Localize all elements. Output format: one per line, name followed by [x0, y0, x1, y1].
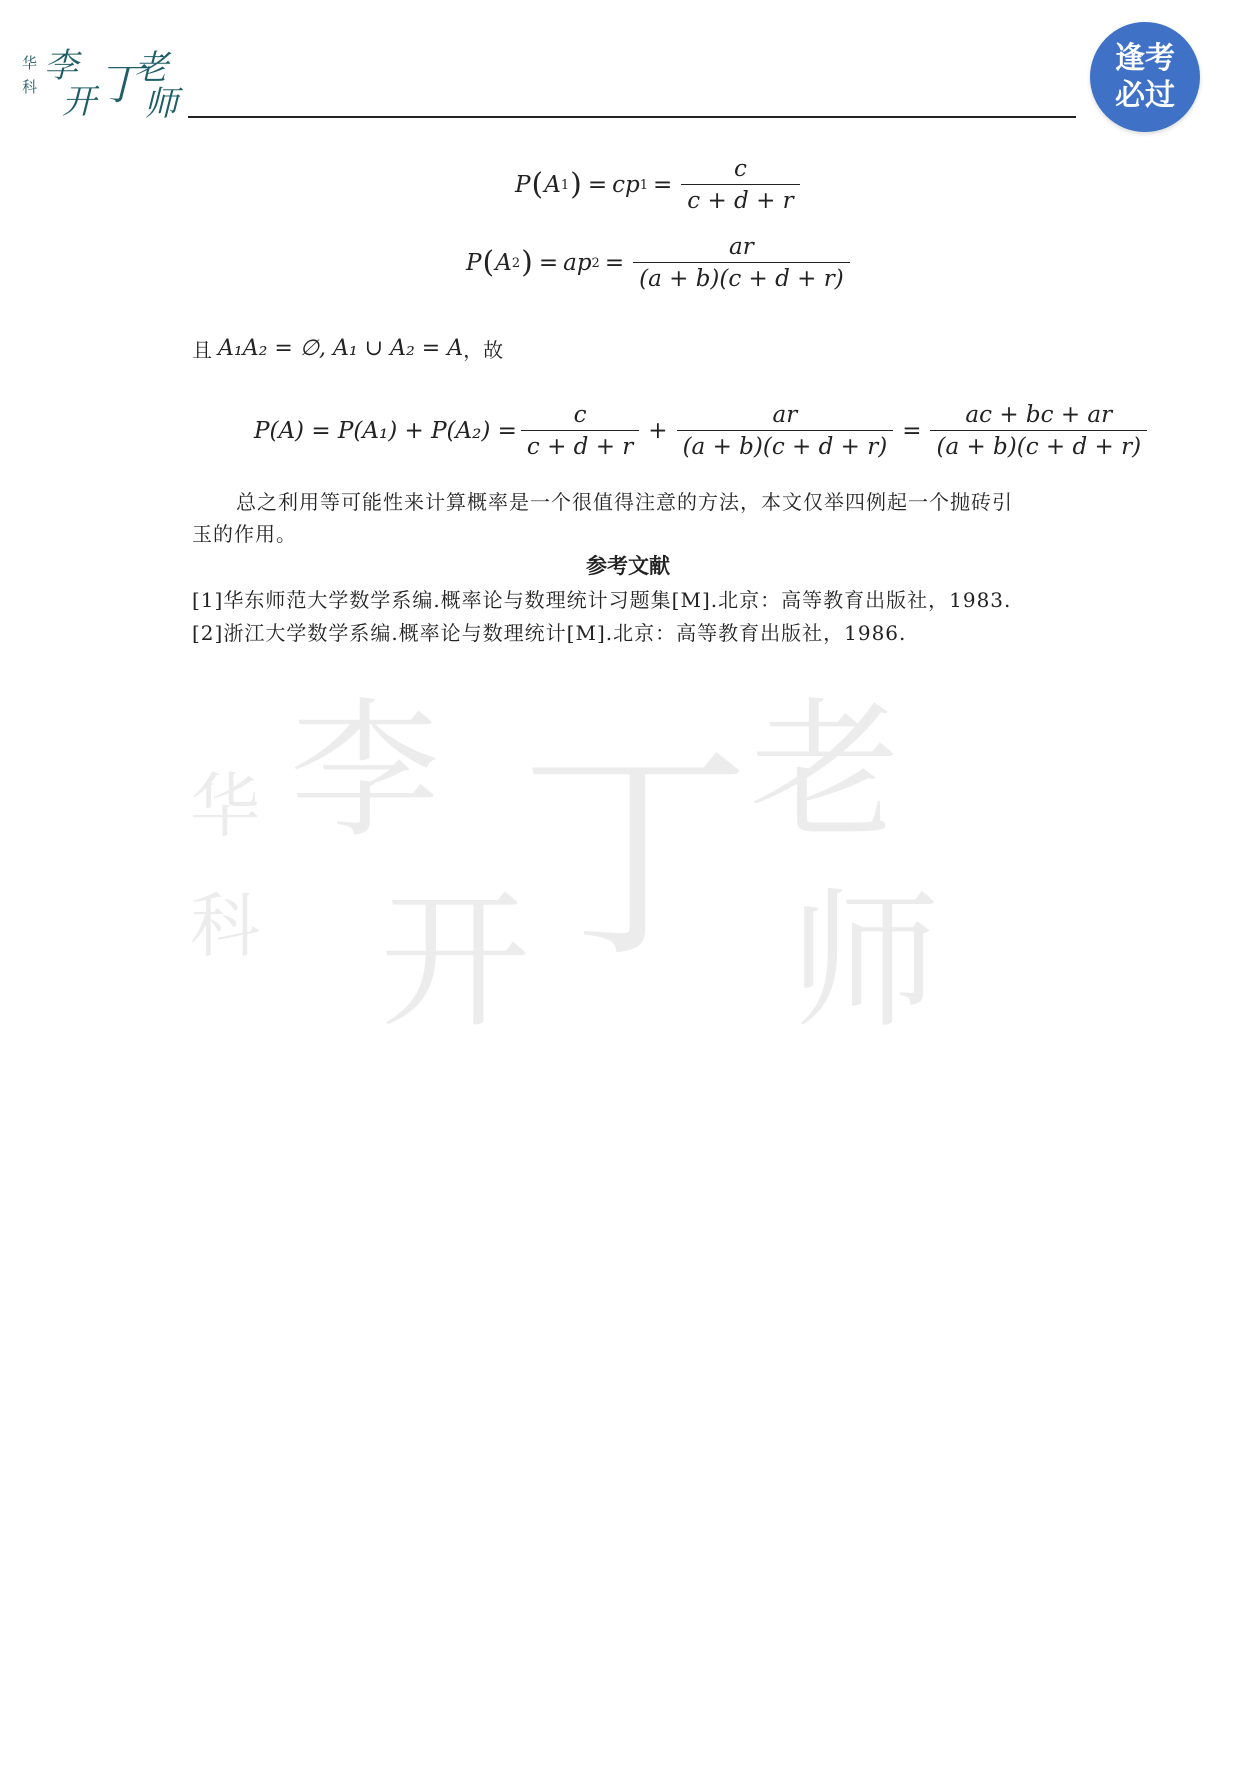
badge-line-1: 逢考: [1115, 40, 1175, 76]
formula-p-a2-mid: ap: [563, 250, 592, 276]
formula-total-f1-den: c + d + r: [521, 430, 639, 460]
formula-total-f2-den: (a + b)(c + d + r): [677, 430, 894, 460]
formula-total: P(A) = P(A₁) + P(A₂) = $\frac{c}{c + d + r}$ + $\frac{ar}{(a + b)(c + d + r)}$ = $\frac{ac + bc + ar}{(a + b)(c + d + r)}$: [254, 402, 1151, 460]
header-divider: [188, 116, 1076, 118]
formula-p-a2-mid-sub: 2: [591, 255, 600, 271]
badge-line-2: 必过: [1115, 78, 1175, 113]
formula-total-f3-num: ac + bc + ar: [965, 402, 1113, 428]
reference-item-1: [1]华东师范大学数学系编.概率论与数理统计习题集[M].北京：高等教育出版社，1983.: [192, 588, 1012, 612]
formula-total-fraction-3: [930, 402, 1147, 460]
formula-p-a2-num: ar: [729, 234, 754, 260]
formula-p-a1-den: c + d + r: [681, 184, 799, 214]
formula-total-f3-den: (a + b)(c + d + r): [930, 430, 1147, 460]
exam-badge: [1090, 22, 1200, 132]
watermark-side-bottom: 科: [190, 885, 260, 967]
reference-item-2: [2]浙江大学数学系编.概率论与数理统计[M].北京：高等教育出版社，1986.: [192, 621, 907, 645]
condition-suffix: ，故: [463, 338, 504, 362]
conclusion-line-2: 玉的作用。: [192, 522, 297, 546]
formula-total-f2-num: ar: [772, 402, 798, 428]
formula-total-lhs: P(A) = P(A₁) + P(A₂) =: [254, 418, 517, 444]
watermark-char-3: 丁: [520, 723, 751, 990]
formula-total-fraction-1: [521, 402, 639, 460]
watermark-side-top: 华: [190, 765, 260, 847]
formula-p-a1-sub: 1: [560, 177, 570, 193]
formula-total-fraction-2: [677, 402, 894, 460]
condition-line: [192, 334, 503, 363]
watermark: [190, 650, 1050, 1070]
logo-char-1: 李: [44, 46, 78, 86]
formula-p-a1-lhs: P: [515, 172, 531, 198]
formula-p-a2-arg: A: [495, 250, 512, 276]
references-heading: 参考文献: [586, 553, 670, 578]
watermark-char-1: 李: [290, 685, 441, 859]
formula-p-a2-den: (a + b)(c + d + r): [633, 262, 850, 292]
formula-p-a1-num: c: [734, 156, 747, 182]
formula-p-a2-lhs: P: [466, 250, 482, 276]
formula-total-f1-num: c: [573, 402, 587, 428]
logo-char-2: 开: [62, 82, 96, 122]
condition-math: A₁A₂ = ∅, A₁ ∪ A₂ = A: [218, 336, 464, 361]
formula-p-a2-sub: 2: [511, 255, 521, 271]
logo-char-4: 老: [134, 48, 168, 88]
formula-p-a2-fraction: [633, 234, 850, 292]
logo-char-5: 师: [144, 84, 178, 124]
brand-logo: [18, 38, 188, 124]
condition-prefix: 且: [192, 338, 212, 362]
formula-p-a2: P ( A 2 ) = ap 2 = $\frac{ar}{(a + b)(c + d + r)}$: [466, 234, 854, 292]
conclusion-line-1: 总之利用等可能性来计算概率是一个很值得注意的方法，本文仅举四例起一个抛砖引: [236, 490, 1013, 514]
formula-p-a1: P ( A 1 ) = cp 1 = $\frac{c}{c + d + r}$: [515, 156, 804, 214]
formula-p-a1-mid-sub: 1: [639, 177, 648, 193]
watermark-char-2: 开: [380, 875, 531, 1049]
logo-char-3: 丁: [98, 59, 142, 110]
formula-p-a1-mid: cp: [612, 172, 640, 198]
formula-p-a1-arg: A: [544, 172, 561, 198]
watermark-char-4: 老: [750, 685, 901, 859]
watermark-char-5: 师: [790, 875, 941, 1049]
formula-p-a1-fraction: [681, 156, 799, 214]
logo-side-top: 华: [22, 54, 38, 72]
logo-side-bottom: 科: [22, 78, 38, 96]
